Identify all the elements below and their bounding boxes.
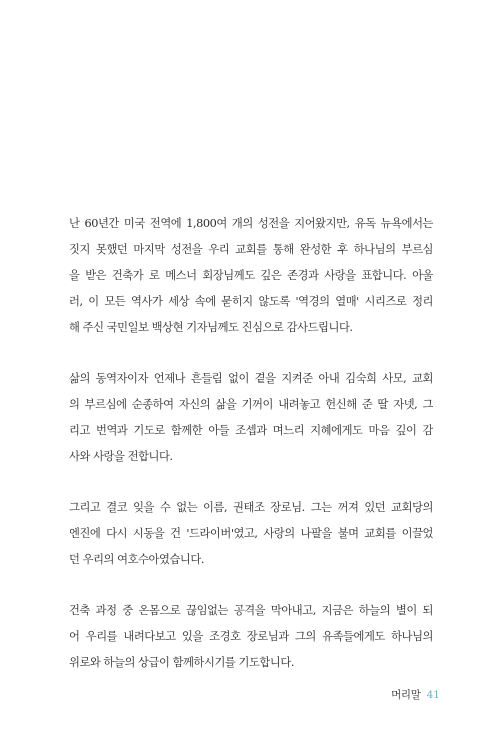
text-line: 그리고 결코 잊을 수 없는 이름, 권태조 장로님. 그는 꺼져 있던 교회당의 (69, 501, 433, 514)
text-line: 사와 사랑을 전합니다. (69, 450, 173, 463)
paragraph-3 (69, 495, 433, 573)
paragraph-4 (69, 598, 433, 676)
text-line: 리고 번역과 기도로 함께한 아들 조셉과 며느리 지혜에게도 마음 깊이 감 (69, 424, 433, 437)
paragraph-1 (69, 211, 433, 341)
page-footer (391, 687, 440, 702)
text-line: 러, 이 모든 역사가 세상 속에 묻히지 않도록 '역경의 열매' 시리즈로 정리 (69, 295, 433, 308)
text-line: 의 부르심에 순종하여 자신의 삶을 기꺼이 내려놓고 헌신해 준 딸 자넷, 그 (69, 398, 433, 411)
page-number: 41 (426, 689, 440, 701)
text-line: 위로와 하늘의 상급이 함께하시기를 기도합니다. (69, 656, 294, 669)
text-line: 짓지 못했던 마지막 성전을 우리 교회를 통해 완성한 후 하나님의 부르심 (69, 243, 433, 256)
body-text (69, 211, 433, 701)
text-line: 난 60년간 미국 전역에 1,800여 개의 성전을 지어왔지만, 유독 뉴욕에서는 (69, 217, 433, 230)
text-line: 건축 과정 중 온몸으로 끊임없는 공격을 막아내고, 지금은 하늘의 별이 되 (69, 604, 433, 617)
text-line: 어 우리를 내려다보고 있을 조경호 장로님과 그의 유족들에게도 하나님의 (69, 630, 433, 643)
text-line: 해 주신 국민일보 백상현 기자님께도 진심으로 감사드립니다. (69, 321, 353, 334)
section-label: 머리말 (391, 689, 421, 701)
text-line: 던 우리의 여호수아였습니다. (69, 553, 204, 566)
text-line: 엔진에 다시 시동을 건 '드라이버'였고, 사랑의 나팔을 불며 교회를 이끌었 (69, 527, 433, 540)
paragraph-2 (69, 366, 433, 470)
text-line: 삶의 동역자이자 언제나 흔들림 없이 곁을 지켜준 아내 김숙희 사모, 교회 (69, 372, 433, 385)
text-line: 을 받은 건축가 로 메스너 회장님께도 깊은 존경과 사랑을 표합니다. 아울 (69, 269, 433, 282)
